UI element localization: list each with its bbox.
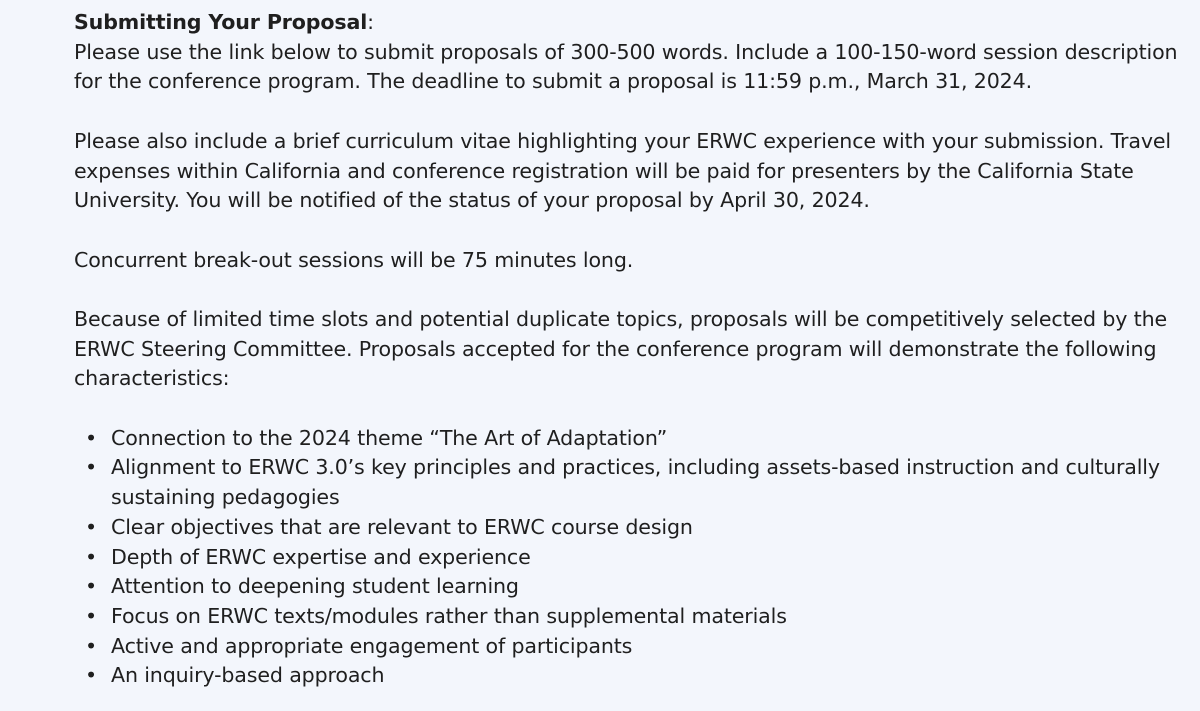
criteria-item [74, 424, 1189, 454]
criteria-list [74, 424, 1189, 691]
section-heading [74, 8, 1189, 38]
criteria-item [74, 453, 1189, 512]
paragraph-spacer [74, 394, 1189, 424]
section-title-colon: : [367, 10, 374, 34]
criteria-item [74, 661, 1189, 691]
bullet-icon: • [85, 514, 97, 539]
criteria-item-text: Alignment to ERWC 3.0’s key principles and practices, including assets-based instruction and culturally sustaining pedagogies [111, 455, 1160, 510]
criteria-item [74, 543, 1189, 573]
criteria-item [74, 572, 1189, 602]
section-title: Submitting Your Proposal [74, 10, 368, 34]
criteria-item-text: Attention to deepening student learning [111, 574, 519, 599]
bullet-icon: • [85, 455, 97, 480]
criteria-item-text: An inquiry-based approach [111, 663, 385, 688]
bullet-icon: • [85, 604, 97, 628]
paragraph-spacer [74, 275, 1189, 305]
bullet-icon: • [85, 663, 97, 688]
proposal-document [74, 8, 1189, 691]
bullet-icon: • [85, 425, 97, 450]
bullet-icon: • [85, 574, 97, 599]
criteria-item [74, 602, 1189, 632]
criteria-item-text: Focus on ERWC texts/modules rather than supplemental materials [111, 604, 787, 628]
criteria-item [74, 632, 1189, 662]
cv-paragraph: Please also include a brief curriculum vitae highlighting your ERWC experience with your submission. Travel expenses within California and conference registration will be paid for presenters by the California State University. You will be notified of the status of your proposal by April 30, 2024. [74, 128, 1171, 213]
paragraph-spacer [74, 97, 1189, 127]
criteria-item-text: Active and appropriate engagement of participants [111, 633, 633, 658]
selection-paragraph: Because of limited time slots and potential duplicate topics, proposals will be competitively selected by the ERWC Steering Committee. Proposals accepted for the conference program will demonstrate the following characteristics: [74, 306, 1168, 391]
criteria-item-text: Depth of ERWC expertise and experience [111, 544, 531, 569]
criteria-item [74, 513, 1189, 543]
submission-paragraph: Please use the link below to submit proposals of 300-500 words. Include a 100-150-word session description for the conference program. The deadline to submit a proposal is 11:59 p.m., March 31, 2024. [74, 39, 1178, 94]
criteria-item-text: Clear objectives that are relevant to ERWC course design [111, 514, 693, 539]
sessions-paragraph: Concurrent break-out sessions will be 75 minutes long. [74, 247, 634, 272]
bullet-icon: • [85, 633, 97, 658]
bullet-icon: • [85, 544, 97, 569]
paragraph-spacer [74, 216, 1189, 246]
criteria-item-text: Connection to the 2024 theme “The Art of Adaptation” [111, 425, 668, 450]
